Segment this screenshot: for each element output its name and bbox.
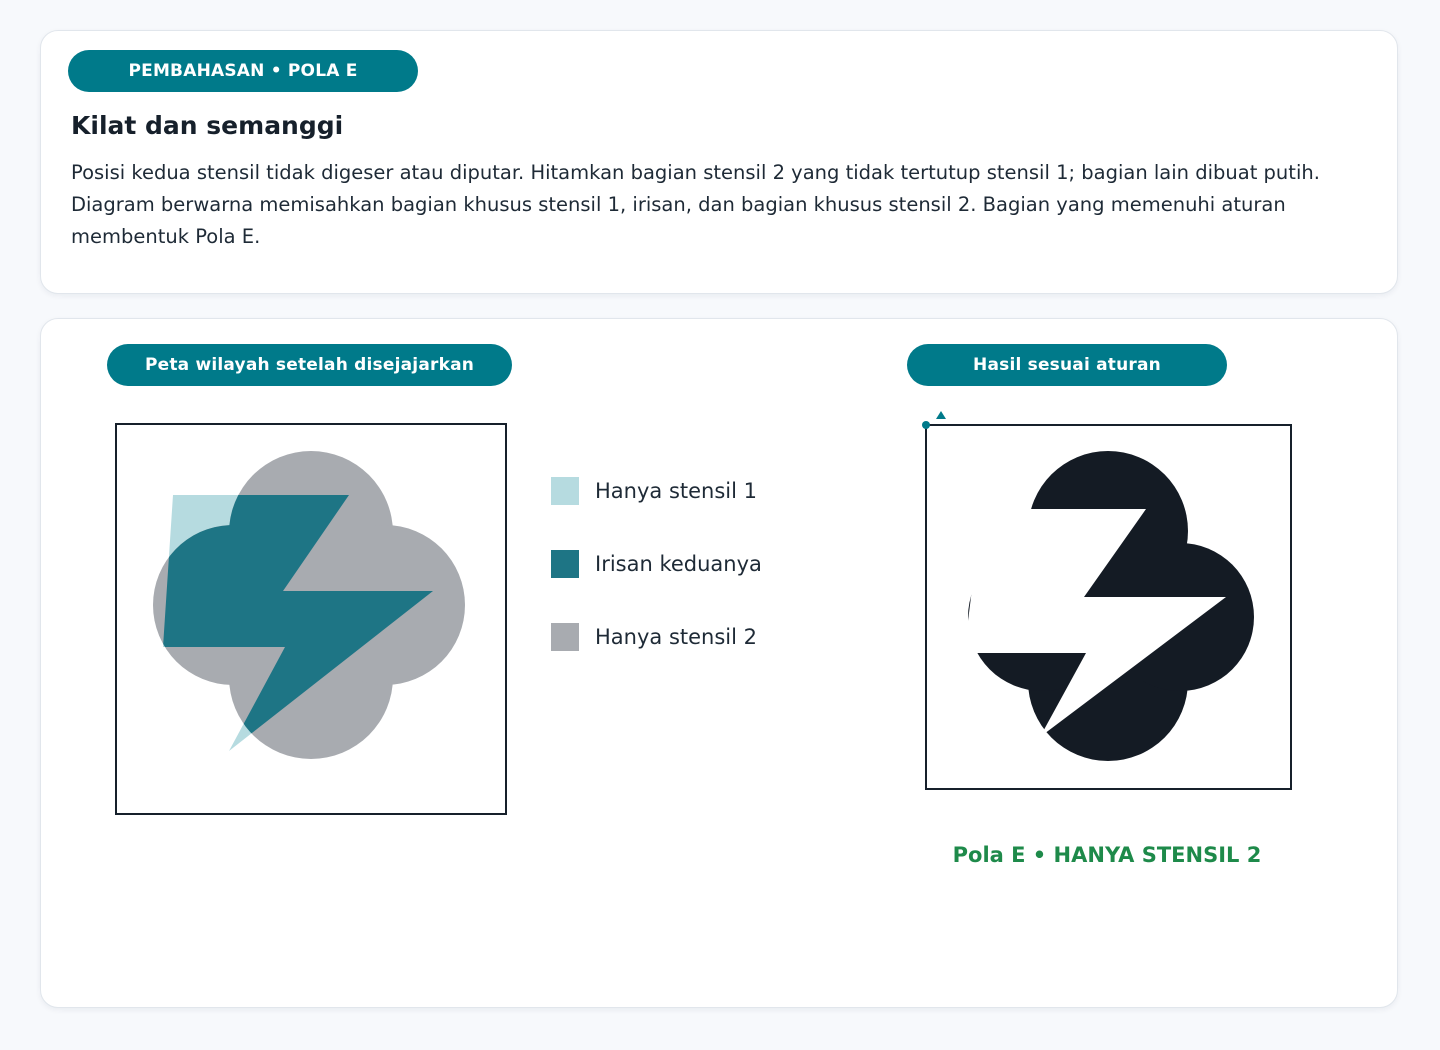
description-card — [40, 30, 1398, 294]
result-label: Hasil sesuai aturan — [907, 344, 1227, 386]
section-badge: PEMBAHASAN • POLA E — [68, 50, 418, 92]
description-text: Posisi kedua stensil tidak digeser atau diputar. Hitamkan bagian stensil 2 yang tidak tertutup stensil 1; bagian lain dibuat putih. Diagram berwarna memisahkan bagian khusus stensil 1, irisan, dan bagian khusus stensil 2. Bagian yang memenuhi aturan membentuk Pola E. — [71, 161, 1320, 248]
legend-swatch-intersection — [551, 550, 579, 578]
result-diagram — [916, 407, 1296, 803]
legend-item — [551, 477, 811, 507]
region-map-diagram — [115, 423, 507, 815]
diagram-card — [40, 318, 1398, 1008]
legend-swatch-stencil-1 — [551, 477, 579, 505]
legend-label: Hanya stensil 1 — [595, 479, 757, 503]
legend-item — [551, 550, 811, 580]
legend-label: Hanya stensil 2 — [595, 625, 757, 649]
result-caption: Pola E • HANYA STENSIL 2 — [952, 843, 1262, 867]
legend-item — [551, 623, 811, 653]
legend-label: Irisan keduanya — [595, 552, 762, 576]
region-map-label: Peta wilayah setelah disejajarkan — [107, 344, 512, 386]
up-arrow-icon — [936, 411, 946, 419]
origin-marker-icon — [922, 421, 930, 429]
legend-swatch-stencil-2 — [551, 623, 579, 651]
page-title: Kilat dan semanggi — [71, 111, 344, 140]
